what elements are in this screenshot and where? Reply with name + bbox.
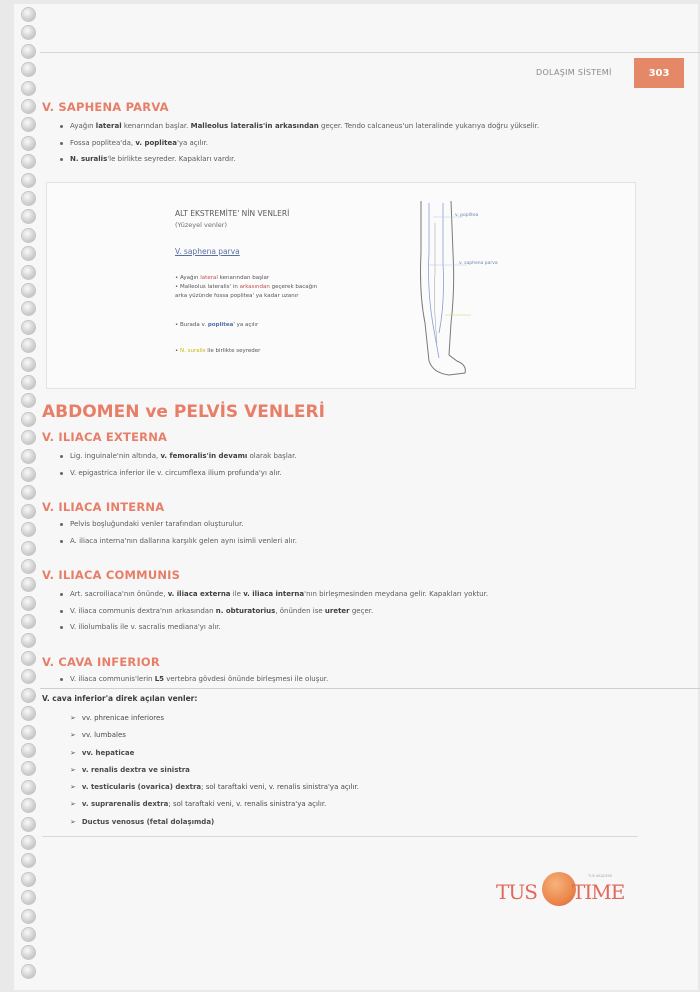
- binding-ring: [22, 652, 35, 665]
- vein-line: [439, 203, 444, 333]
- section-title-iliaca-communis: V. ILIACA COMMUNIS: [42, 568, 181, 582]
- binding-ring: [22, 689, 35, 702]
- page-number-badge: 303: [634, 58, 684, 88]
- binding-ring: [22, 928, 35, 941]
- bullet-item: V. epigastrica inferior ile v. circumflexa ilium profunda'yı alır.: [60, 465, 297, 482]
- binding-ring: [22, 836, 35, 849]
- binding-ring: [22, 137, 35, 150]
- arrow-icon: ➢: [70, 783, 76, 792]
- binding-ring: [22, 744, 35, 757]
- bullet-item: Art. sacroiliaca'nın önünde, v. iliaca externa ile v. iliaca interna'nın birleşmesinden meydana gelir. Kapakları yoktur.: [60, 586, 488, 603]
- list-item: ➢ vv. lumbales: [70, 731, 126, 740]
- bullet-item: N. suralis'le birlikte seyreder. Kapakları vardır.: [60, 151, 539, 168]
- arrow-icon: ➢: [70, 765, 76, 774]
- footer-rule: [42, 836, 638, 837]
- binding-ring: [22, 634, 35, 647]
- arrow-icon: ➢: [70, 817, 76, 826]
- binding-ring: [22, 726, 35, 739]
- arrow-icon: ➢: [70, 800, 76, 809]
- figure-line: • Burada v. poplitea' ya açılır: [175, 322, 259, 328]
- figure-subtitle: (Yüzeyel venler): [175, 221, 227, 229]
- bullet-item: Ayağın lateral kenarından başlar. Malleolus lateralis'in arkasından geçer. Tendo calcaneus'un lateralinde yukarıya doğru yükselir.: [60, 118, 539, 135]
- logo-ball-icon: [542, 872, 576, 906]
- binding-ring: [22, 910, 35, 923]
- logo-text-left: TUS: [496, 880, 537, 904]
- vein-line: [434, 223, 437, 343]
- figure-line: • Ayağın lateral kenarından başlar: [175, 275, 270, 281]
- binding-ring: [22, 873, 35, 886]
- publisher-logo: [496, 870, 632, 910]
- section-title-abdomen: ABDOMEN ve PELVİS VENLERİ: [42, 402, 325, 422]
- binding-ring: [22, 450, 35, 463]
- cava-inferior-bullets: [60, 671, 328, 688]
- leg-illustration: [399, 193, 519, 383]
- list-item: ➢ vv. phrenicae inferiores: [70, 714, 164, 722]
- figure-line: • Malleolus lateralis' in arkasından geçerek bacağın: [175, 284, 318, 290]
- iliaca-interna-bullets: [60, 516, 297, 549]
- binding-ring: [22, 321, 35, 334]
- binding-ring: [22, 505, 35, 518]
- bullet-item: V. iliaca communis dextra'nın arkasından n. obturatorius, önünden ise ureter geçer.: [60, 603, 488, 620]
- binding-ring: [22, 229, 35, 242]
- binding-ring: [22, 192, 35, 205]
- section-title-saphena-parva: V. SAPHENA PARVA: [42, 100, 169, 114]
- binding-ring: [22, 174, 35, 187]
- chapter-title: DOLAŞIM SİSTEMİ: [536, 68, 612, 77]
- binding-ring: [22, 965, 35, 978]
- binding-ring: [22, 542, 35, 555]
- bullet-item: Pelvis boşluğundaki venler tarafından oluşturulur.: [60, 516, 297, 533]
- binding-ring: [22, 266, 35, 279]
- list-item: ➢ vv. hepaticae: [70, 748, 135, 757]
- binding-ring: [22, 818, 35, 831]
- section-title-iliaca-externa: V. ILIACA EXTERNA: [42, 430, 168, 444]
- list-item: ➢ v. renalis dextra ve sinistra: [70, 765, 190, 774]
- binding-ring: [22, 358, 35, 371]
- figure-line: arka yüzünde fossa poplitea' ya kadar uzanır: [175, 293, 299, 299]
- direct-veins-list: [70, 710, 359, 831]
- iliaca-externa-bullets: [60, 448, 297, 481]
- figure-slide: [46, 182, 636, 389]
- list-item: ➢ v. testicularis (ovarica) dextra; sol taraftaki veni, v. renalis sinistra'ya açılır.: [70, 783, 360, 792]
- binding-ring: [22, 413, 35, 426]
- header-rule: [40, 52, 700, 53]
- figure-line: • N. suralis ile birlikte seyreder: [175, 348, 261, 354]
- binding-ring: [22, 45, 35, 58]
- logo-text-right: TIME: [572, 880, 625, 904]
- leg-label-poplitea: v. poplitea: [455, 213, 479, 218]
- arrow-icon: ➢: [70, 731, 76, 740]
- section-title-iliaca-interna: V. ILIACA INTERNA: [42, 500, 165, 514]
- binding-ring: [22, 560, 35, 573]
- list-item: ➢ Ductus venosus (fetal dolaşımda): [70, 817, 215, 826]
- figure-title: ALT EKSTREMİTE' NİN VENLERİ: [175, 209, 290, 218]
- binding-ring: [22, 781, 35, 794]
- binding-ring: [22, 376, 35, 389]
- binding-ring: [22, 597, 35, 610]
- bullet-item: Lig. inguinale'nin altında, v. femoralis'in devamı olarak başlar.: [60, 448, 297, 465]
- bullet-item: V. iliolumbalis ile v. sacralis mediana'yı alır.: [60, 619, 488, 636]
- bullet-item: V. iliaca communis'lerin L5 vertebra gövdesi önünde birleşmesi ile oluşur.: [60, 671, 328, 688]
- bullet-item: A. iliaca interna'nın dallarına karşılık gelen aynı isimli venleri alır.: [60, 533, 297, 550]
- binding-ring: [22, 82, 35, 95]
- binding-ring: [22, 284, 35, 297]
- bullet-item: Fossa poplitea'da, v. poplitea'ya açılır.: [60, 135, 539, 152]
- saphena-bullet-list: [60, 118, 539, 168]
- figure-heading: V. saphena parva: [175, 247, 240, 256]
- binding-ring: [22, 468, 35, 481]
- arrow-icon: ➢: [70, 714, 76, 722]
- section-title-cava-inferior: V. CAVA INFERIOR: [42, 655, 160, 669]
- iliaca-communis-bullets: [60, 586, 488, 636]
- direct-veins-title: V. cava inferior'a direk açılan venler:: [42, 694, 198, 703]
- list-item: ➢ v. suprarenalis dextra; sol taraftaki veni, v. renalis sinistra'ya açılır.: [70, 800, 327, 809]
- logo-small-text: TUS AKADEMİ: [588, 874, 613, 878]
- vein-line: [429, 203, 440, 358]
- page-fold-line: [40, 688, 700, 689]
- binding-ring: [22, 8, 35, 21]
- binding-ring: [22, 100, 35, 113]
- arrow-icon: ➢: [70, 748, 76, 757]
- leg-label-saphena: v. saphena parva: [459, 261, 498, 266]
